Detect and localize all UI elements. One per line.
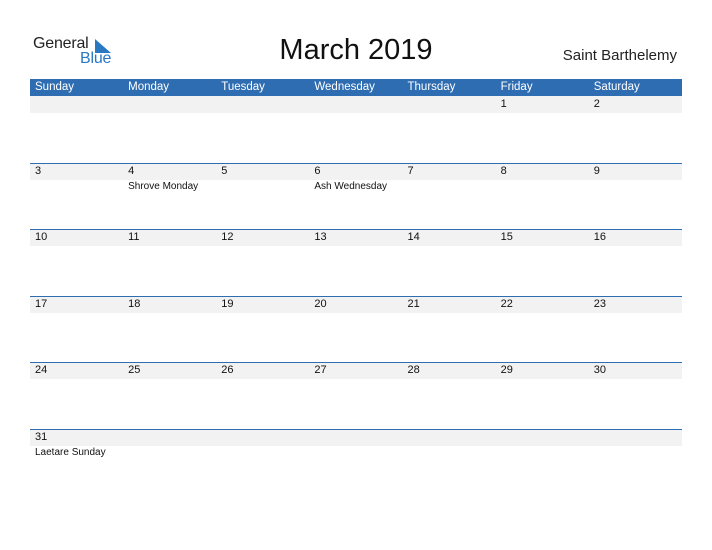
day-cell <box>309 429 402 446</box>
calendar-weeks <box>30 96 682 496</box>
day-cell <box>403 362 496 379</box>
day-number: 26 <box>221 364 234 377</box>
day-cell <box>403 296 496 313</box>
week-date-bar <box>30 163 682 192</box>
day-number: 31 <box>35 430 48 443</box>
week-date-bar <box>30 296 682 313</box>
day-cell <box>309 296 402 313</box>
day-cell <box>123 229 216 246</box>
day-number: 11 <box>128 231 140 244</box>
day-number: 30 <box>593 364 606 377</box>
weekday-saturday: Saturday <box>593 81 640 93</box>
day-cell <box>216 96 309 113</box>
day-cell <box>30 229 123 246</box>
day-cell <box>589 429 682 446</box>
day-number: 20 <box>314 297 327 310</box>
day-cell <box>216 163 309 180</box>
day-cell <box>30 429 123 458</box>
day-number: 27 <box>314 364 327 377</box>
calendar-grid <box>30 79 682 496</box>
calendar-week <box>30 96 682 163</box>
week-divider <box>30 429 682 430</box>
day-number: 16 <box>593 231 606 244</box>
logo-general-text: General <box>33 35 89 52</box>
calendar-week <box>30 229 682 296</box>
day-number: 23 <box>593 297 606 310</box>
week-divider <box>30 296 682 297</box>
holiday-label: Laetare Sunday <box>35 446 106 458</box>
day-cell <box>216 362 309 379</box>
logo-blue-text: Blue <box>80 50 112 67</box>
day-number: 22 <box>500 297 513 310</box>
day-cell <box>496 96 589 113</box>
day-cell <box>403 229 496 246</box>
day-number: 7 <box>407 164 414 177</box>
day-cell <box>403 429 496 446</box>
day-cell <box>30 96 123 113</box>
day-cell <box>123 96 216 113</box>
calendar-week <box>30 163 682 230</box>
day-cell <box>496 296 589 313</box>
week-date-bar <box>30 229 682 246</box>
day-cell <box>496 163 589 180</box>
day-number: 12 <box>221 231 234 244</box>
day-number: 29 <box>500 364 513 377</box>
day-number: 18 <box>128 297 141 310</box>
day-cell <box>309 362 402 379</box>
week-date-bar <box>30 96 682 113</box>
day-cell <box>589 96 682 113</box>
weekday-wednesday: Wednesday <box>314 81 375 93</box>
day-number: 28 <box>407 364 420 377</box>
calendar-week <box>30 429 682 496</box>
day-cell <box>309 229 402 246</box>
day-cell <box>123 362 216 379</box>
day-number: 5 <box>221 164 228 177</box>
calendar-week <box>30 362 682 429</box>
country-label: Saint Barthelemy <box>562 47 677 64</box>
day-number: 10 <box>35 231 48 244</box>
weekday-friday: Friday <box>500 81 533 93</box>
day-cell <box>403 96 496 113</box>
day-cell <box>309 96 402 113</box>
day-number: 8 <box>500 164 507 177</box>
week-divider <box>30 229 682 230</box>
day-cell <box>216 229 309 246</box>
day-number: 9 <box>593 164 600 177</box>
day-cell <box>216 296 309 313</box>
day-cell <box>496 362 589 379</box>
weekday-tuesday: Tuesday <box>221 81 265 93</box>
day-cell <box>496 429 589 446</box>
day-number: 13 <box>314 231 327 244</box>
day-number: 6 <box>314 164 321 177</box>
day-number: 3 <box>35 164 42 177</box>
day-cell <box>589 163 682 180</box>
day-cell <box>30 163 123 180</box>
day-cell <box>309 163 402 192</box>
day-cell <box>403 163 496 180</box>
day-number: 15 <box>500 231 513 244</box>
day-number: 2 <box>593 98 600 110</box>
day-cell <box>30 362 123 379</box>
day-cell <box>123 429 216 446</box>
day-number: 21 <box>407 297 420 310</box>
holiday-label: Shrove Monday <box>128 180 199 192</box>
day-cell <box>30 296 123 313</box>
week-divider <box>30 163 682 164</box>
day-cell <box>123 296 216 313</box>
day-number: 1 <box>500 98 507 110</box>
day-cell <box>123 163 216 192</box>
weekday-header <box>30 79 682 96</box>
page-title: March 2019 <box>279 34 433 66</box>
day-number: 14 <box>407 231 420 244</box>
day-number: 4 <box>128 164 135 177</box>
holiday-label: Ash Wednesday <box>314 180 388 192</box>
weekday-sunday: Sunday <box>35 81 75 93</box>
weekday-monday: Monday <box>128 81 170 93</box>
week-date-bar <box>30 362 682 379</box>
day-cell <box>589 229 682 246</box>
day-cell <box>496 229 589 246</box>
week-divider <box>30 362 682 363</box>
week-date-bar <box>30 429 682 458</box>
day-number: 24 <box>35 364 48 377</box>
day-cell <box>589 296 682 313</box>
weekday-thursday: Thursday <box>407 81 456 93</box>
calendar-week <box>30 296 682 363</box>
day-number: 25 <box>128 364 141 377</box>
day-number: 17 <box>35 297 48 310</box>
day-number: 19 <box>221 297 234 310</box>
day-cell <box>589 362 682 379</box>
day-cell <box>216 429 309 446</box>
